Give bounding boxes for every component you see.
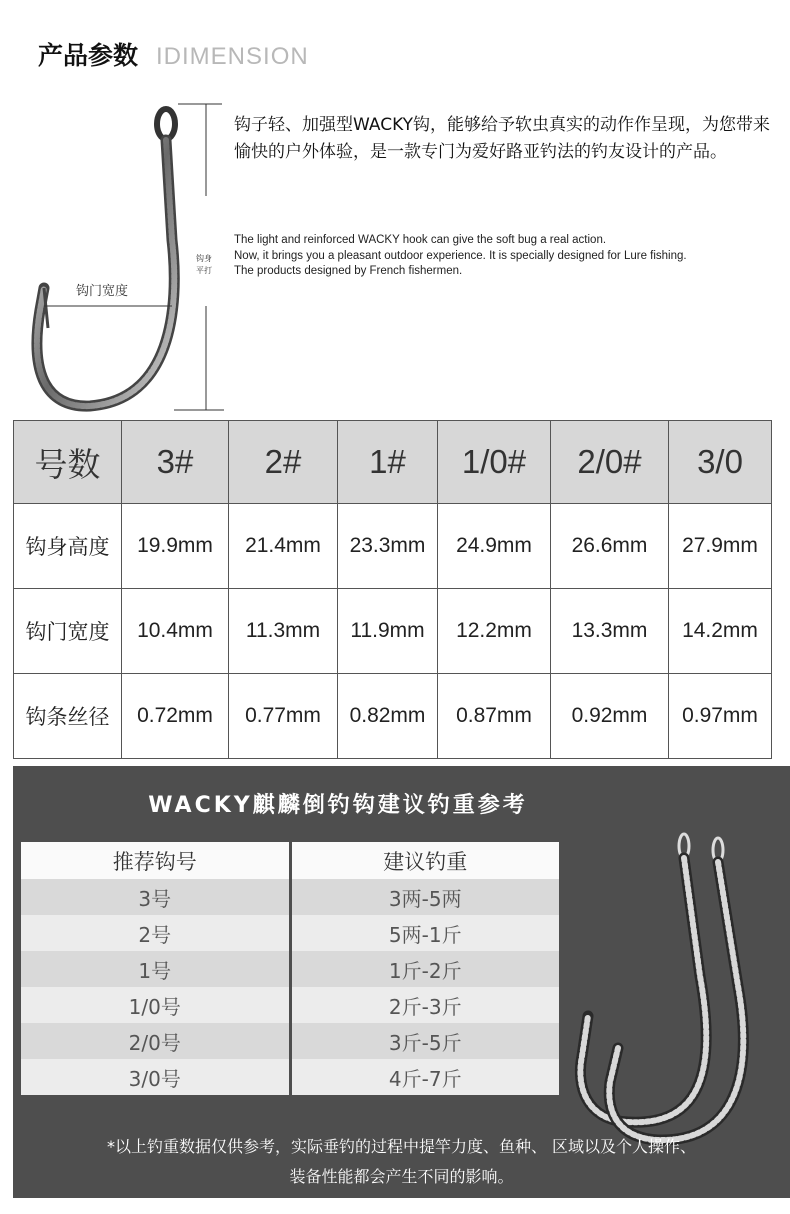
disclaimer-note: [13, 1132, 790, 1192]
row-label: 钩门宽度: [14, 589, 122, 674]
hook-size-cell: 3号: [21, 879, 290, 915]
description-en-line: The products designed by French fishermen.: [234, 265, 463, 277]
weight-cell: 3两-5两: [290, 879, 559, 915]
table-cell: 19.9mm: [122, 504, 229, 589]
table-row: [14, 504, 772, 589]
weight-cell: 4斤-7斤: [290, 1059, 559, 1095]
weight-table: [21, 842, 559, 1095]
description-cn: 钩子轻、加强型WACKY钩，能够给予软虫真实的动作作呈现，为您带来愉快的户外体验，是一款专门为爱好路亚钓法的钓友设计的产品。: [234, 115, 771, 162]
hook-size-cell: 2号: [21, 915, 290, 951]
table-cell: 27.9mm: [669, 504, 772, 589]
table-cell: 0.97mm: [669, 674, 772, 759]
table-row: [21, 951, 559, 987]
row-label: 钩身高度: [14, 504, 122, 589]
table-cell: 13.3mm: [551, 589, 669, 674]
table-row: [21, 879, 559, 915]
hook-size-cell: 2/0号: [21, 1023, 290, 1059]
table-row: [21, 1023, 559, 1059]
spec-header-cell: 号数: [14, 421, 122, 504]
spec-header-cell: 1/0#: [438, 421, 551, 504]
table-cell: 10.4mm: [122, 589, 229, 674]
description-en-line: The light and reinforced WACKY hook can give the soft bug a real action.: [234, 234, 607, 246]
hook-size-cell: 1/0号: [21, 987, 290, 1023]
table-cell: 0.72mm: [122, 674, 229, 759]
table-cell: 11.3mm: [229, 589, 338, 674]
weight-table-header: [21, 842, 559, 879]
description-en: [234, 233, 784, 280]
table-cell: 0.82mm: [338, 674, 438, 759]
hook-gap-label: 钩门宽度: [76, 284, 129, 299]
table-cell: 14.2mm: [669, 589, 772, 674]
spec-table: [13, 420, 772, 759]
hook-pair-illustration: [568, 826, 783, 1171]
spec-header-cell: 2/0#: [551, 421, 669, 504]
table-cell: 0.77mm: [229, 674, 338, 759]
weight-cell: 3斤-5斤: [290, 1023, 559, 1059]
spec-header-cell: 3/0: [669, 421, 772, 504]
spec-header-cell: 3#: [122, 421, 229, 504]
section-title-cn: 产品参数: [38, 41, 139, 70]
weight-header-cell: 推荐钩号: [21, 842, 290, 879]
weight-cell: 2斤-3斤: [290, 987, 559, 1023]
weight-header-cell: 建议钓重: [290, 842, 559, 879]
table-cell: 23.3mm: [338, 504, 438, 589]
table-row: [21, 1059, 559, 1095]
weight-recommendation-panel: [13, 766, 790, 1198]
description-en-line: Now, it brings you a pleasant outdoor experience. It is specially designed for Lure fishing.: [234, 249, 687, 262]
table-cell: 24.9mm: [438, 504, 551, 589]
hook-size-cell: 1号: [21, 951, 290, 987]
disclaimer-line: 装备性能都会产生不同的影响。: [289, 1167, 514, 1186]
table-cell: 12.2mm: [438, 589, 551, 674]
weight-cell: 5两-1斤: [290, 915, 559, 951]
table-row: [14, 589, 772, 674]
table-row: [14, 674, 772, 759]
spec-table-header: [14, 421, 772, 504]
spec-header-cell: 2#: [229, 421, 338, 504]
table-cell: 26.6mm: [551, 504, 669, 589]
section-title-en: IDIMENSION: [156, 43, 309, 70]
table-cell: 11.9mm: [338, 589, 438, 674]
disclaimer-line: *以上钓重数据仅供参考，实际垂钓的过程中提竿力度、鱼种、 区域以及个人操作、: [106, 1137, 697, 1156]
panel-title: WACKY麒麟倒钓钩建议钓重参考: [148, 793, 528, 818]
table-row: [21, 915, 559, 951]
section-header: [38, 36, 309, 72]
table-cell: 21.4mm: [229, 504, 338, 589]
row-label: 钩条丝径: [14, 674, 122, 759]
table-cell: 0.92mm: [551, 674, 669, 759]
hook-size-cell: 3/0号: [21, 1059, 290, 1095]
weight-cell: 1斤-2斤: [290, 951, 559, 987]
spec-header-cell: 1#: [338, 421, 438, 504]
hook-body-label: 钩身平打: [196, 254, 212, 275]
table-cell: 0.87mm: [438, 674, 551, 759]
table-row: [21, 987, 559, 1023]
